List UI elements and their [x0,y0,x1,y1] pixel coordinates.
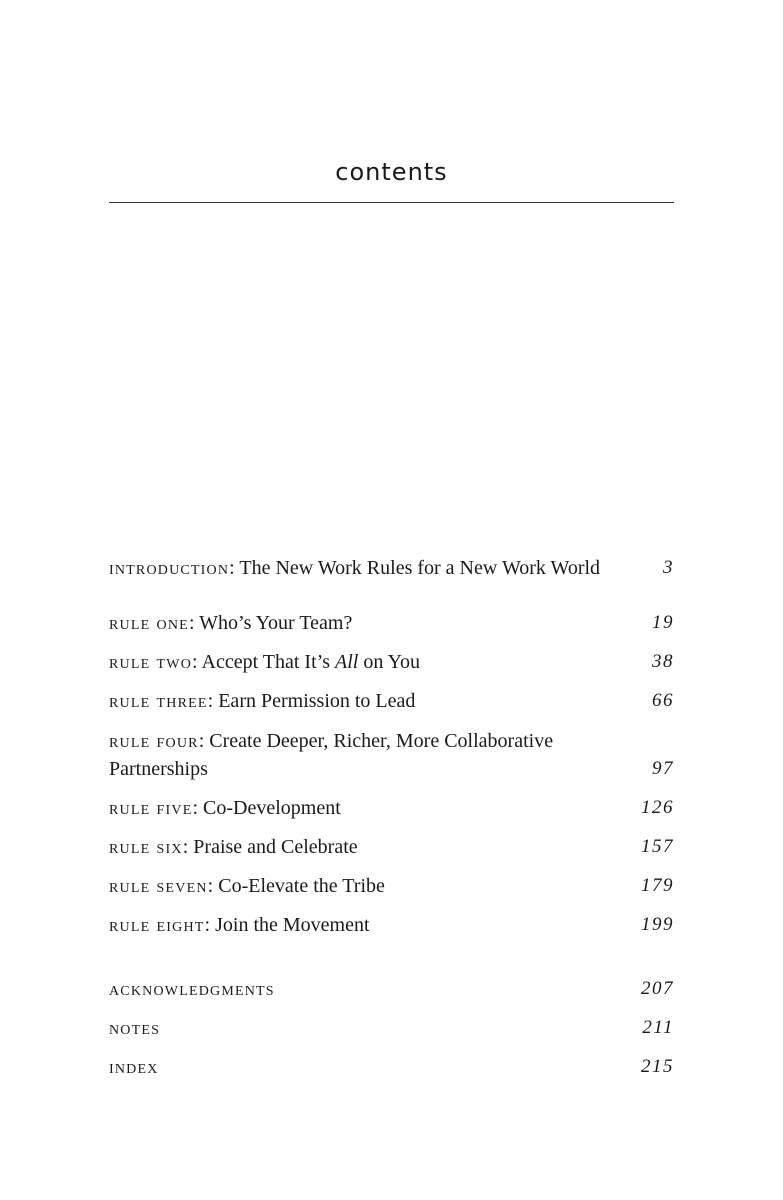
toc-separator: : [207,690,214,712]
toc-entry-rule-six[interactable] [109,833,674,861]
toc-page-number: 97 [652,758,674,779]
toc-entry-label: rule seven [109,875,208,897]
toc-entry-text [109,1053,674,1081]
toc-entry-label: rule six [109,836,183,858]
toc-separator: : [192,797,199,819]
toc-entry-text [109,794,674,822]
toc-entry-title-continued: Partnerships [109,758,208,780]
toc-entry-title: Who’s Your Team? [199,612,353,634]
toc-entry-text [109,872,674,900]
toc-page-number: 157 [641,836,674,857]
toc-entry-title: Accept That It’s [201,651,335,673]
toc-separator: : [207,875,214,897]
toc-entry-rule-two[interactable] [109,648,674,676]
toc-entry-index[interactable] [109,1053,674,1081]
toc-page-number: 38 [652,651,674,672]
toc-entry-label: rule three [109,690,208,712]
toc-entry-text [109,609,674,637]
toc-entry-title: Praise and Celebrate [193,836,358,858]
toc-entry-text [109,911,674,939]
toc-separator: : [229,557,235,579]
toc-entry-label: rule one [109,612,189,634]
toc-entry-rule-four[interactable] [109,727,674,783]
toc-entry-rule-five[interactable] [109,794,674,822]
title-divider [109,202,674,203]
toc-entry-rule-seven[interactable] [109,872,674,900]
toc-entry-title: Create Deeper, Richer, More Collaborative [209,730,554,752]
toc-entry-text [109,833,674,861]
toc-entry-label: notes [109,1017,161,1039]
toc-entry-title: Co-Development [203,797,341,819]
toc-separator: : [182,836,189,858]
toc-page-number: 207 [641,978,674,999]
page-title: contents [335,158,448,186]
toc-entry-label: rule four [109,730,199,752]
toc-entry-text [109,687,674,715]
toc-entry-acknowledgments[interactable] [109,975,674,1003]
toc-entry-label: rule two [109,651,193,673]
toc-entry-title-end: on You [358,651,421,673]
toc-entry-notes[interactable] [109,1014,674,1042]
toc-entry-label: introduction [109,557,230,579]
toc-page-number: 66 [652,690,674,711]
toc-entry-text [109,975,674,1003]
toc-page-number: 211 [642,1017,674,1038]
toc-page-number: 179 [641,875,674,896]
toc-entry-introduction[interactable] [109,554,674,582]
toc-separator: : [188,612,195,634]
toc-page-number: 19 [652,612,674,633]
toc-entry-text [109,648,674,676]
toc-entry-label: rule eight [109,914,205,936]
toc-page-number: 215 [641,1056,674,1077]
toc-entry-title: Co-Elevate the Tribe [218,875,385,897]
toc-entry-rule-one[interactable] [109,609,674,637]
toc-separator: : [192,651,198,673]
toc-entry-title: Join the Movement [215,914,370,936]
toc-entry-label: acknowledgments [109,978,275,1000]
toc-entry-title: The New Work Rules for a New Work World [239,557,601,579]
toc-page-number: 126 [641,797,674,818]
toc-page-number: 199 [641,914,674,935]
toc-entry-text [109,727,674,783]
toc-page-number: 3 [663,557,674,578]
toc-entry-text [109,1014,674,1042]
toc-separator: : [198,730,205,752]
toc-entry-label: rule five [109,797,193,819]
toc-entry-title: Earn Permission to Lead [218,690,416,712]
toc-entry-text [109,554,674,582]
toc-entry-label: index [109,1056,159,1078]
toc-entry-title-emphasis: All [334,651,359,673]
toc-separator: : [204,914,211,936]
toc-entry-rule-eight[interactable] [109,911,674,939]
toc-entry-rule-three[interactable] [109,687,674,715]
